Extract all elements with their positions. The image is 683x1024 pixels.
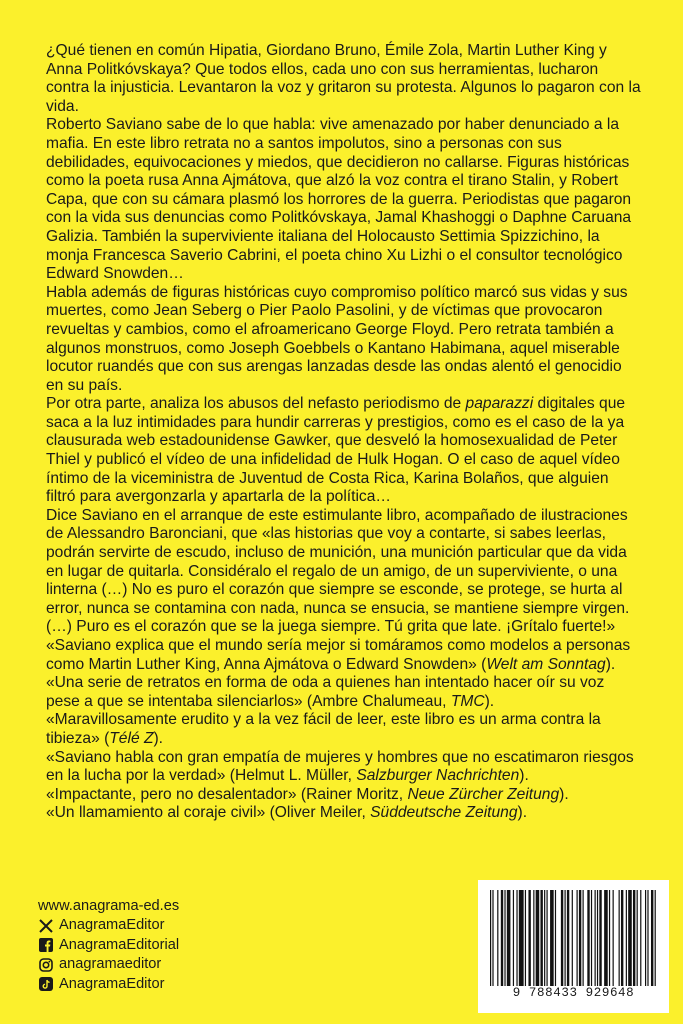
barcode-bars xyxy=(490,890,657,986)
quote-end: ). xyxy=(517,804,528,822)
quote-publication: Salzburger Nachrichten xyxy=(356,767,520,785)
facebook-icon xyxy=(38,937,54,953)
barcode-bar xyxy=(591,890,592,986)
review-quote xyxy=(46,674,642,711)
quote-end: ). xyxy=(519,767,529,785)
barcode-bar xyxy=(604,890,608,986)
barcode-bar xyxy=(628,890,632,986)
barcode-bar xyxy=(655,890,656,986)
barcode-bar xyxy=(507,890,511,986)
instagram-link[interactable] xyxy=(38,955,179,974)
barcode-bar xyxy=(533,890,534,986)
review-quote xyxy=(46,749,642,786)
barcode-bar xyxy=(637,890,638,986)
barcode-bar xyxy=(597,890,598,986)
barcode-bar xyxy=(651,890,653,986)
tiktok-link[interactable] xyxy=(38,975,179,994)
barcode-bar xyxy=(619,890,620,986)
barcode-bar xyxy=(555,890,556,986)
blurb-text: digitales que saca a la luz intimidades para hundir carreras y prestigios, como es el caso de la ya clausurada web estadounidense Gawker, que desveló la homosexualidad de Peter Thiel y publicó el vídeo de una infidelidad de Hulk Hogan. O el caso de aquel vídeo íntimo de la viceministra de Juventud de Costa Rica, Karina Bolaños, que alguien filtró para avergonzarla y apartarla de la política… xyxy=(46,395,626,506)
x-link[interactable] xyxy=(38,916,179,935)
barcode-bar xyxy=(609,890,610,986)
review-quote xyxy=(46,786,642,805)
blurb-paragraph xyxy=(46,395,642,507)
barcode-bar xyxy=(546,890,547,986)
x-icon xyxy=(38,918,54,934)
barcode-bar xyxy=(583,890,584,986)
quote-end: ). xyxy=(484,692,495,710)
quote-text: «Un llamamiento al coraje civil» (Oliver Meiler, xyxy=(46,804,371,822)
instagram-icon xyxy=(38,957,54,973)
quote-publication: Welt am Sonntag xyxy=(486,655,606,673)
barcode-bar xyxy=(633,890,635,986)
quote-publication: Süddeutsche Zeitung xyxy=(370,804,518,822)
barcode-bar xyxy=(626,890,627,986)
blurb-paragraph: ¿Qué tienen en común Hipatia, Giordano Bruno, Émile Zola, Martin Luther King y Anna Politkóvskaya? Que todos ellos, cada uno con sus herramientas, lucharon contra la injusticia. Levantaron la voz y gritaron su protesta. Algunos lo pagaron con la vida. xyxy=(46,42,641,115)
barcode-bar xyxy=(599,890,601,986)
barcode-bar xyxy=(567,890,569,986)
blurb-paragraph: Roberto Saviano sabe de lo que habla: vive amenazado por haber denunciado a la mafia. En este libro retrata no a santos impolutos, sino a personas con sus debilidades, equivocaciones y miedos, que decidieron no callarse. Figuras históricas como la poeta rusa Anna Ajmátova, que alzó la voz contra el tirano Stalin, y Robert Capa, que con su cámara plasmó los horrores de la guerra. Periodistas que pagaron con la vida sus denuncias como Politkóvskaya, Jamal Khashoggi o Daphne Caruana Galizia. También la superviviente italiana del Holocausto Settimia Spizzichino, la monja Francesca Saverio Cabrini, el poeta chino Xu Lizhi o el consultor tecnológico Edward Snowden… xyxy=(46,116,632,283)
review-quote xyxy=(46,804,642,823)
barcode-bar xyxy=(561,890,563,986)
barcode-bar xyxy=(490,890,491,986)
barcode-bar xyxy=(540,890,542,986)
barcode-bar xyxy=(519,890,524,986)
quote-text: «Impactante, pero no desalentador» (Rainer Moritz, xyxy=(46,785,408,803)
tiktok-icon xyxy=(38,976,54,992)
barcode-bar xyxy=(536,890,540,986)
review-quote xyxy=(46,711,642,748)
barcode-bar xyxy=(516,890,517,986)
quote-text: «Saviano explica que el mundo sería mejor si tomáramos como modelos a personas como Martin Luther King, Anna Ajmátova o Edward Snowden» ( xyxy=(46,637,631,673)
tiktok-handle[interactable]: AnagramaEditor xyxy=(59,975,165,992)
barcode-bar xyxy=(621,890,623,986)
barcode-bar xyxy=(504,890,505,986)
barcode-bar xyxy=(528,890,530,986)
quote-end: ). xyxy=(605,655,616,673)
blurb-text: Por otra parte, analiza los abusos del nefasto periodismo de xyxy=(46,395,466,413)
facebook-link[interactable] xyxy=(38,936,179,955)
barcode-bar xyxy=(564,890,565,986)
website-link[interactable] xyxy=(38,897,179,916)
quote-publication: TMC xyxy=(450,692,485,710)
quote-end: ). xyxy=(559,785,569,803)
review-quote xyxy=(46,637,642,674)
quote-end: ). xyxy=(153,729,164,747)
quote-text: «Una serie de retratos en forma de oda a quienes han intentado hacer oír su voz pese a que se intentaba silenciarlos» (Ambre Chalumeau, xyxy=(46,674,605,710)
instagram-handle[interactable]: anagramaeditor xyxy=(59,956,162,973)
barcode-bar xyxy=(613,890,614,986)
facebook-handle[interactable]: AnagramaEditorial xyxy=(59,936,180,953)
website-url[interactable]: www.anagrama-ed.es xyxy=(38,898,180,914)
quote-text: «Saviano habla con gran empatía de mujeres y hombres que no escatimaron riesgos en la lucha por la verdad» (Helmut L. Müller, xyxy=(46,748,634,785)
barcode-bar xyxy=(572,890,573,986)
blurb xyxy=(46,42,642,823)
quote-publication: Neue Zürcher Zeitung xyxy=(407,785,560,803)
blurb-paragraph: Dice Saviano en el arranque de este estimulante libro, acompañado de ilustraciones de Alessandro Baronciani, que «las historias que voy a contarte, si sabes leerlas, podrán servirte de escudo, incluso de munición, una munición particular que da vida en lugar de quitarla. Considéralo el regalo de un amigo, de un superviviente, o una linterna (…) No es puro el corazón que siempre se esconde, se protege, se hurta al error, nunca se contamina con nada, nunca se ensucia, se mantiene siempre virgen. (…) Puro es el corazón que se la juega siempre. Tú grita que late. ¡Grítalo fuerte!» xyxy=(46,506,630,636)
barcode-bar xyxy=(501,890,503,986)
blurb-paragraph: Habla además de figuras históricas cuyo compromiso político marcó sus vidas y sus muertes, como Jean Seberg o Pier Paolo Pasolini, y de víctimas que provocaron revueltas y cambios, como el afroamericano George Floyd. Pero retrata también a algunos monstruos, como Joseph Goebbels o Kantano Habimana, aquel miserable locutor ruandés que con sus arengas lanzadas desde las ondas alentó el genocidio en su país. xyxy=(46,283,628,394)
barcode-bar xyxy=(525,890,526,986)
barcode-bar xyxy=(595,890,596,986)
barcode-bar xyxy=(544,890,545,986)
barcode-bar xyxy=(647,890,648,986)
barcode-bar xyxy=(513,890,514,986)
barcode-bar xyxy=(587,890,589,986)
barcode-bar xyxy=(550,890,554,986)
publisher-links xyxy=(38,897,179,994)
barcode-bar xyxy=(640,890,641,986)
x-handle[interactable]: AnagramaEditor xyxy=(59,917,165,934)
barcode-bar xyxy=(645,890,646,986)
quote-publication: Télé Z xyxy=(109,729,154,747)
barcode-bar xyxy=(492,890,493,986)
barcode-bar xyxy=(497,890,498,986)
quote-text: «Maravillosamente erudito y a la vez fácil de leer, este libro es un arma contra la tibieza» ( xyxy=(46,711,601,747)
barcode-bar xyxy=(577,890,578,986)
blurb-emphasis: paparazzi xyxy=(465,395,534,413)
isbn-barcode xyxy=(478,880,669,1013)
isbn-digits: 9 788433 929648 xyxy=(512,986,635,1000)
barcode-bar xyxy=(579,890,581,986)
